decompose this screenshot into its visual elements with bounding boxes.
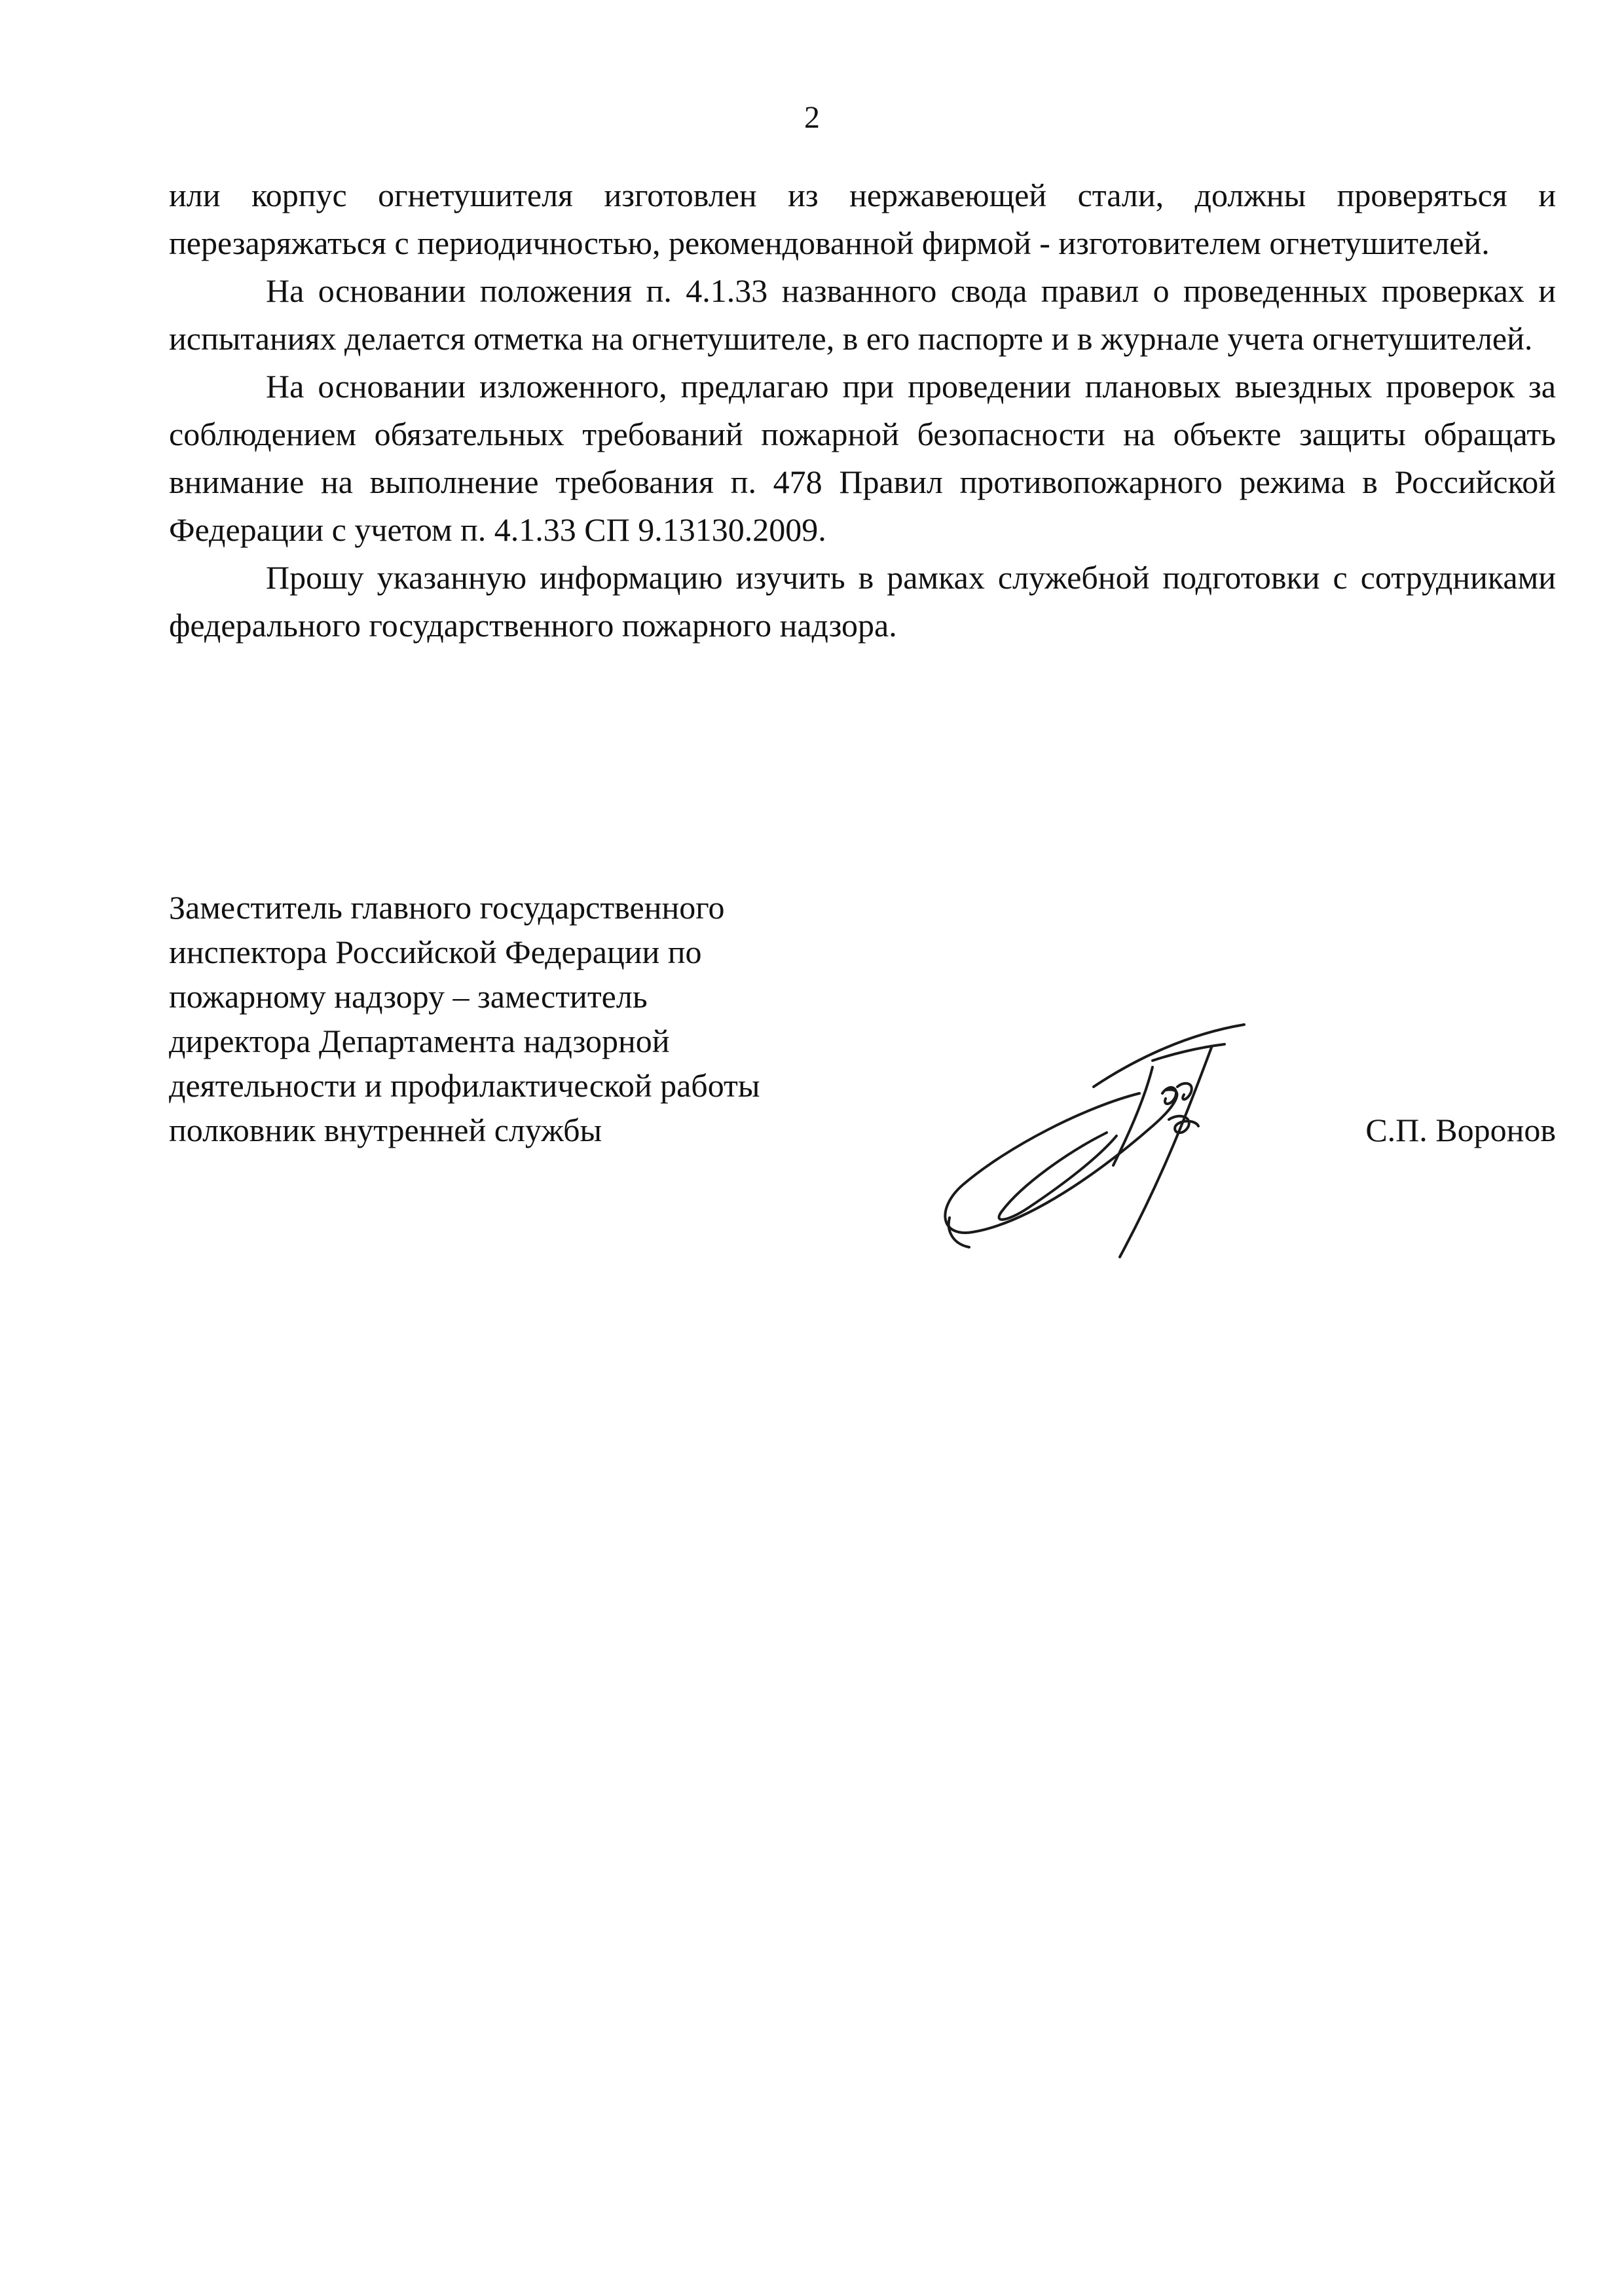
signer-name: С.П. Воронов xyxy=(1365,1112,1556,1148)
signatory-position xyxy=(169,885,955,1152)
position-line: Заместитель главного государственного xyxy=(169,889,725,926)
position-line: деятельности и профилактической работы xyxy=(169,1067,760,1104)
paragraph-4: Прошу указанную информацию изучить в рамках служебной подготовки с сотрудниками федерального государственного пожарного надзора. xyxy=(169,559,1556,644)
body-text xyxy=(169,172,1556,649)
paragraph-1: или корпус огнетушителя изготовлен из нержавеющей стали, должны проверяться и перезаряжаться с периодичностью, рекомендованной фирмой - изготовителем огнетушителей. xyxy=(169,177,1556,261)
position-line: директора Департамента надзорной xyxy=(169,1023,670,1059)
position-line: инспектора Российской Федерации по xyxy=(169,934,702,970)
position-line: полковник внутренней службы xyxy=(169,1112,602,1148)
position-line: пожарному надзору – заместитель xyxy=(169,978,648,1015)
paragraph-3: На основании изложенного, предлагаю при проведении плановых выездных проверок за соблюдением обязательных требований пожарной безопасности на объекте защиты обращать внимание на выполнение требования п. 478 Правил противопожарного режима в Российской Федерации с учетом п. 4.1.33 СП 9.13130.2009. xyxy=(169,368,1556,548)
handwritten-signature xyxy=(936,1021,1303,1270)
paragraph-2: На основании положения п. 4.1.33 названного свода правил о проведенных проверках и испытаниях делается отметка на огнетушителе, в его паспорте и в журнале учета огнетушителей. xyxy=(169,272,1556,357)
page-number: 2 xyxy=(804,100,820,135)
